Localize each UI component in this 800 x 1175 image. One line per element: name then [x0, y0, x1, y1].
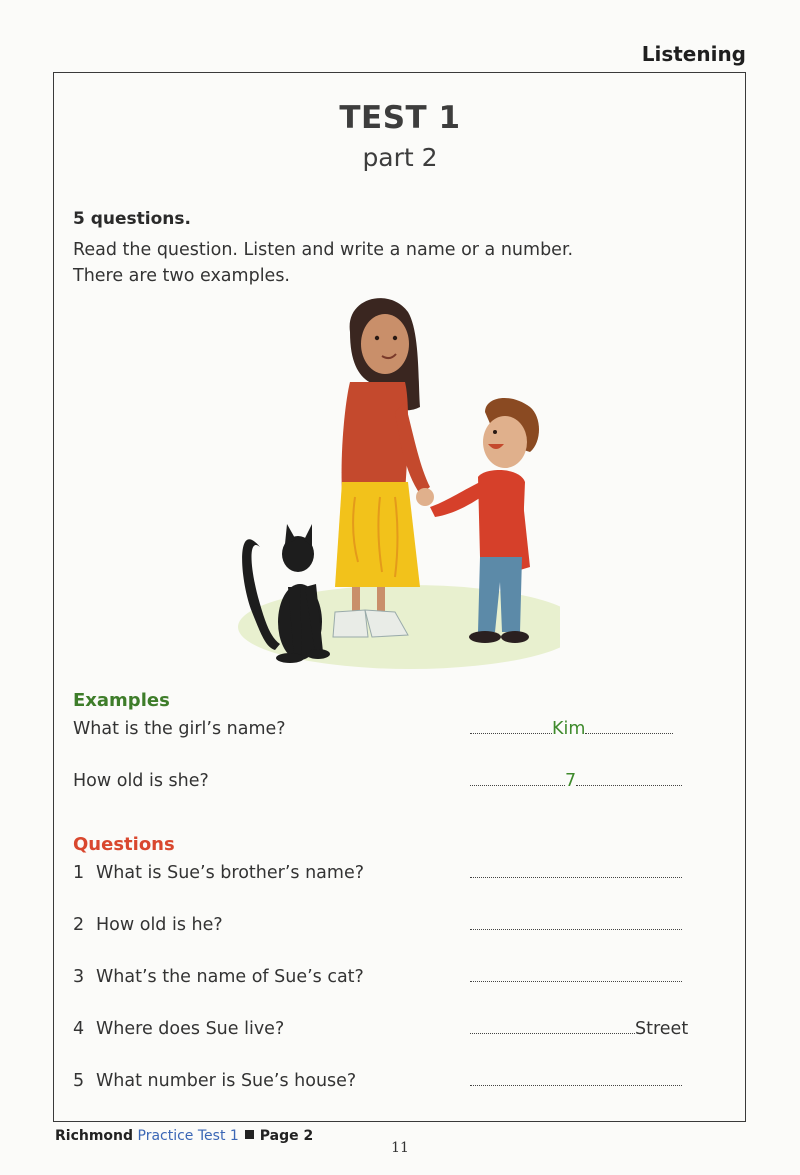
- answer-blank-3[interactable]: [470, 967, 682, 987]
- example-question-2: How old is she?: [73, 771, 209, 791]
- test-subtitle: part 2: [362, 143, 438, 172]
- answer-blank-4[interactable]: [470, 1019, 688, 1039]
- examples-heading: Examples: [73, 690, 170, 711]
- answer-suffix: Street: [635, 1019, 689, 1039]
- question-row: 2 How old is he?: [73, 915, 223, 935]
- footer-page-label: Page 2: [259, 1128, 314, 1144]
- footer-brand: Richmond: [55, 1128, 134, 1144]
- example-answer-1: [470, 719, 673, 739]
- test-title: TEST 1: [339, 100, 461, 136]
- example-answer-2: [470, 771, 682, 791]
- instruction-line-1: Read the question. Listen and write a name or a number.: [73, 240, 574, 260]
- answer-blank-2[interactable]: [470, 915, 682, 935]
- answer-blank-5[interactable]: [470, 1071, 682, 1091]
- question-row: 3 What’s the name of Sue’s cat?: [73, 967, 364, 987]
- example-answer-2-text: 7: [565, 771, 577, 791]
- answer-blank-1[interactable]: [470, 863, 682, 883]
- section-label: Listening: [641, 42, 746, 66]
- illustration-girl-boy-cat: [230, 292, 560, 677]
- girl-figure: [333, 298, 430, 637]
- instruction-line-2: There are two examples.: [73, 266, 290, 286]
- example-answer-1-text: Kim: [552, 719, 586, 739]
- footer-square-icon: [245, 1130, 254, 1139]
- question-count: 5 questions.: [73, 209, 191, 229]
- question-row: 1 What is Sue’s brother’s name?: [73, 863, 364, 883]
- question-row: 4 Where does Sue live?: [73, 1019, 285, 1039]
- footer-series: Practice Test 1: [137, 1128, 239, 1144]
- example-question-1: What is the girl’s name?: [73, 719, 286, 739]
- page-number: 11: [391, 1140, 409, 1156]
- questions-heading: Questions: [73, 834, 175, 855]
- question-row: 5 What number is Sue’s house?: [73, 1071, 357, 1091]
